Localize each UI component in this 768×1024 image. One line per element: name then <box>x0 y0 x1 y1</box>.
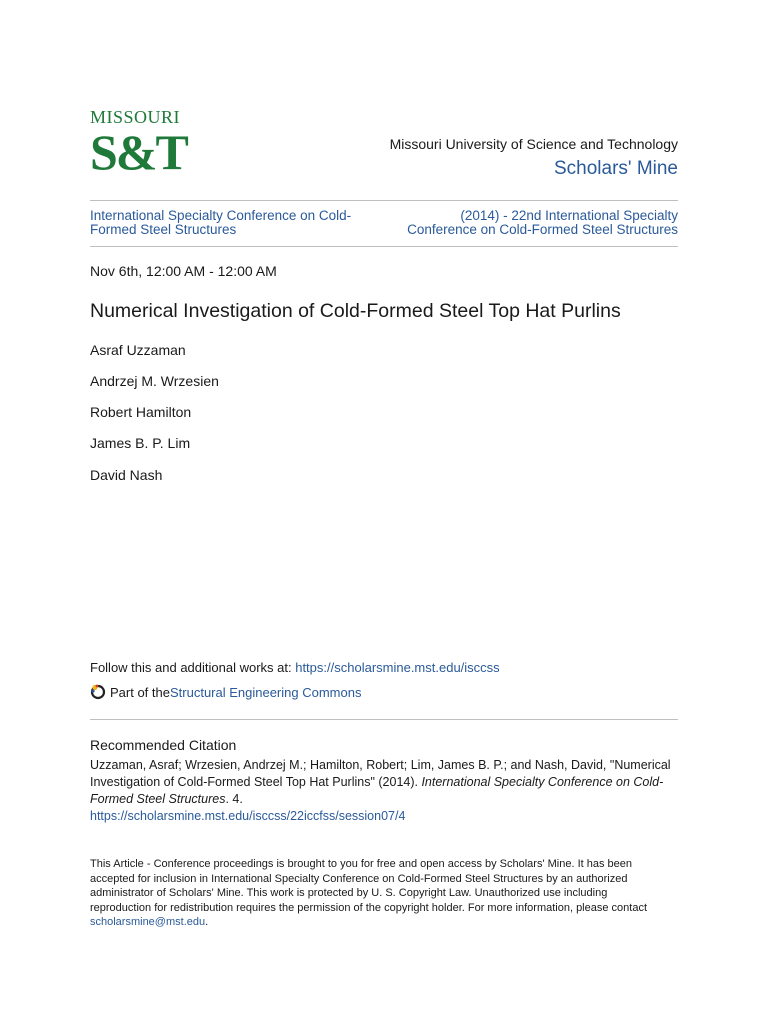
citation-divider <box>90 719 678 720</box>
part-of-prefix: Part of the <box>110 684 170 700</box>
repository-link[interactable]: Scholars' Mine <box>553 158 678 179</box>
access-notice <box>90 857 660 930</box>
commons-icon <box>90 684 106 700</box>
author-name: Asraf Uzzaman <box>90 342 186 358</box>
follow-prefix: Follow this and additional works at: <box>90 660 296 675</box>
citation-plain: Uzzaman, Asraf; Wrzesien, Andrzej M.; Hamilton, Robert; Lim, James B. P.; and Nash, David, "Numerical Investigation of Cold-Formed Steel Top Hat Purlins" (2014). <box>90 758 671 789</box>
university-logo <box>90 107 187 182</box>
header-divider <box>90 200 678 201</box>
paper-title: Numerical Investigation of Cold-Formed Steel Top Hat Purlins <box>90 300 621 322</box>
citation-suffix: . 4. <box>225 792 243 806</box>
notice-end: . <box>205 916 209 928</box>
logo-main-text: S&T <box>90 124 187 180</box>
author-name: Andrzej M. Wrzesien <box>90 373 219 389</box>
commons-link[interactable]: Structural Engineering Commons <box>169 684 362 700</box>
citation-link[interactable]: https://scholarsmine.mst.edu/isccss/22iccfss/session07/4 <box>90 809 406 823</box>
author-name: David Nash <box>90 467 163 483</box>
part-of-line <box>90 684 361 700</box>
collection-link[interactable]: https://scholarsmine.mst.edu/isccss <box>295 660 500 675</box>
breadcrumb-divider <box>90 246 678 247</box>
citation-text <box>90 757 680 808</box>
notice-text: This Article - Conference proceedings is brought to you for free and open access by Scholars' Mine. It has been accepted for inclusion in International Specialty Conference on Cold-Formed Steel Structures by an authorized administrator of Scholars' Mine. This work is protected by U. S. Copyright Law. Unauthorized use including reproduction for redistribution requires the permission of the copyright holder. For more information, please contact <box>90 858 648 914</box>
follow-line <box>90 660 500 675</box>
author-name: James B. P. Lim <box>90 435 191 451</box>
institution-name: Missouri University of Science and Technology <box>389 136 678 152</box>
author-name: Robert Hamilton <box>90 404 192 420</box>
logo-top-text: MISSOURI <box>90 107 181 127</box>
contact-email-link[interactable]: scholarsmine@mst.edu <box>90 916 206 928</box>
citation-italic: International Specialty Conference on Cold-Formed Steel Structures <box>90 775 664 806</box>
breadcrumb-conference-link[interactable]: International Specialty Conference on Cold-Formed Steel Structures <box>90 208 352 237</box>
event-date: Nov 6th, 12:00 AM - 12:00 AM <box>90 263 277 279</box>
breadcrumb-event-link[interactable]: (2014) - 22nd International Specialty Conference on Cold-Formed Steel Structures <box>407 208 678 237</box>
citation-heading: Recommended Citation <box>90 737 237 753</box>
